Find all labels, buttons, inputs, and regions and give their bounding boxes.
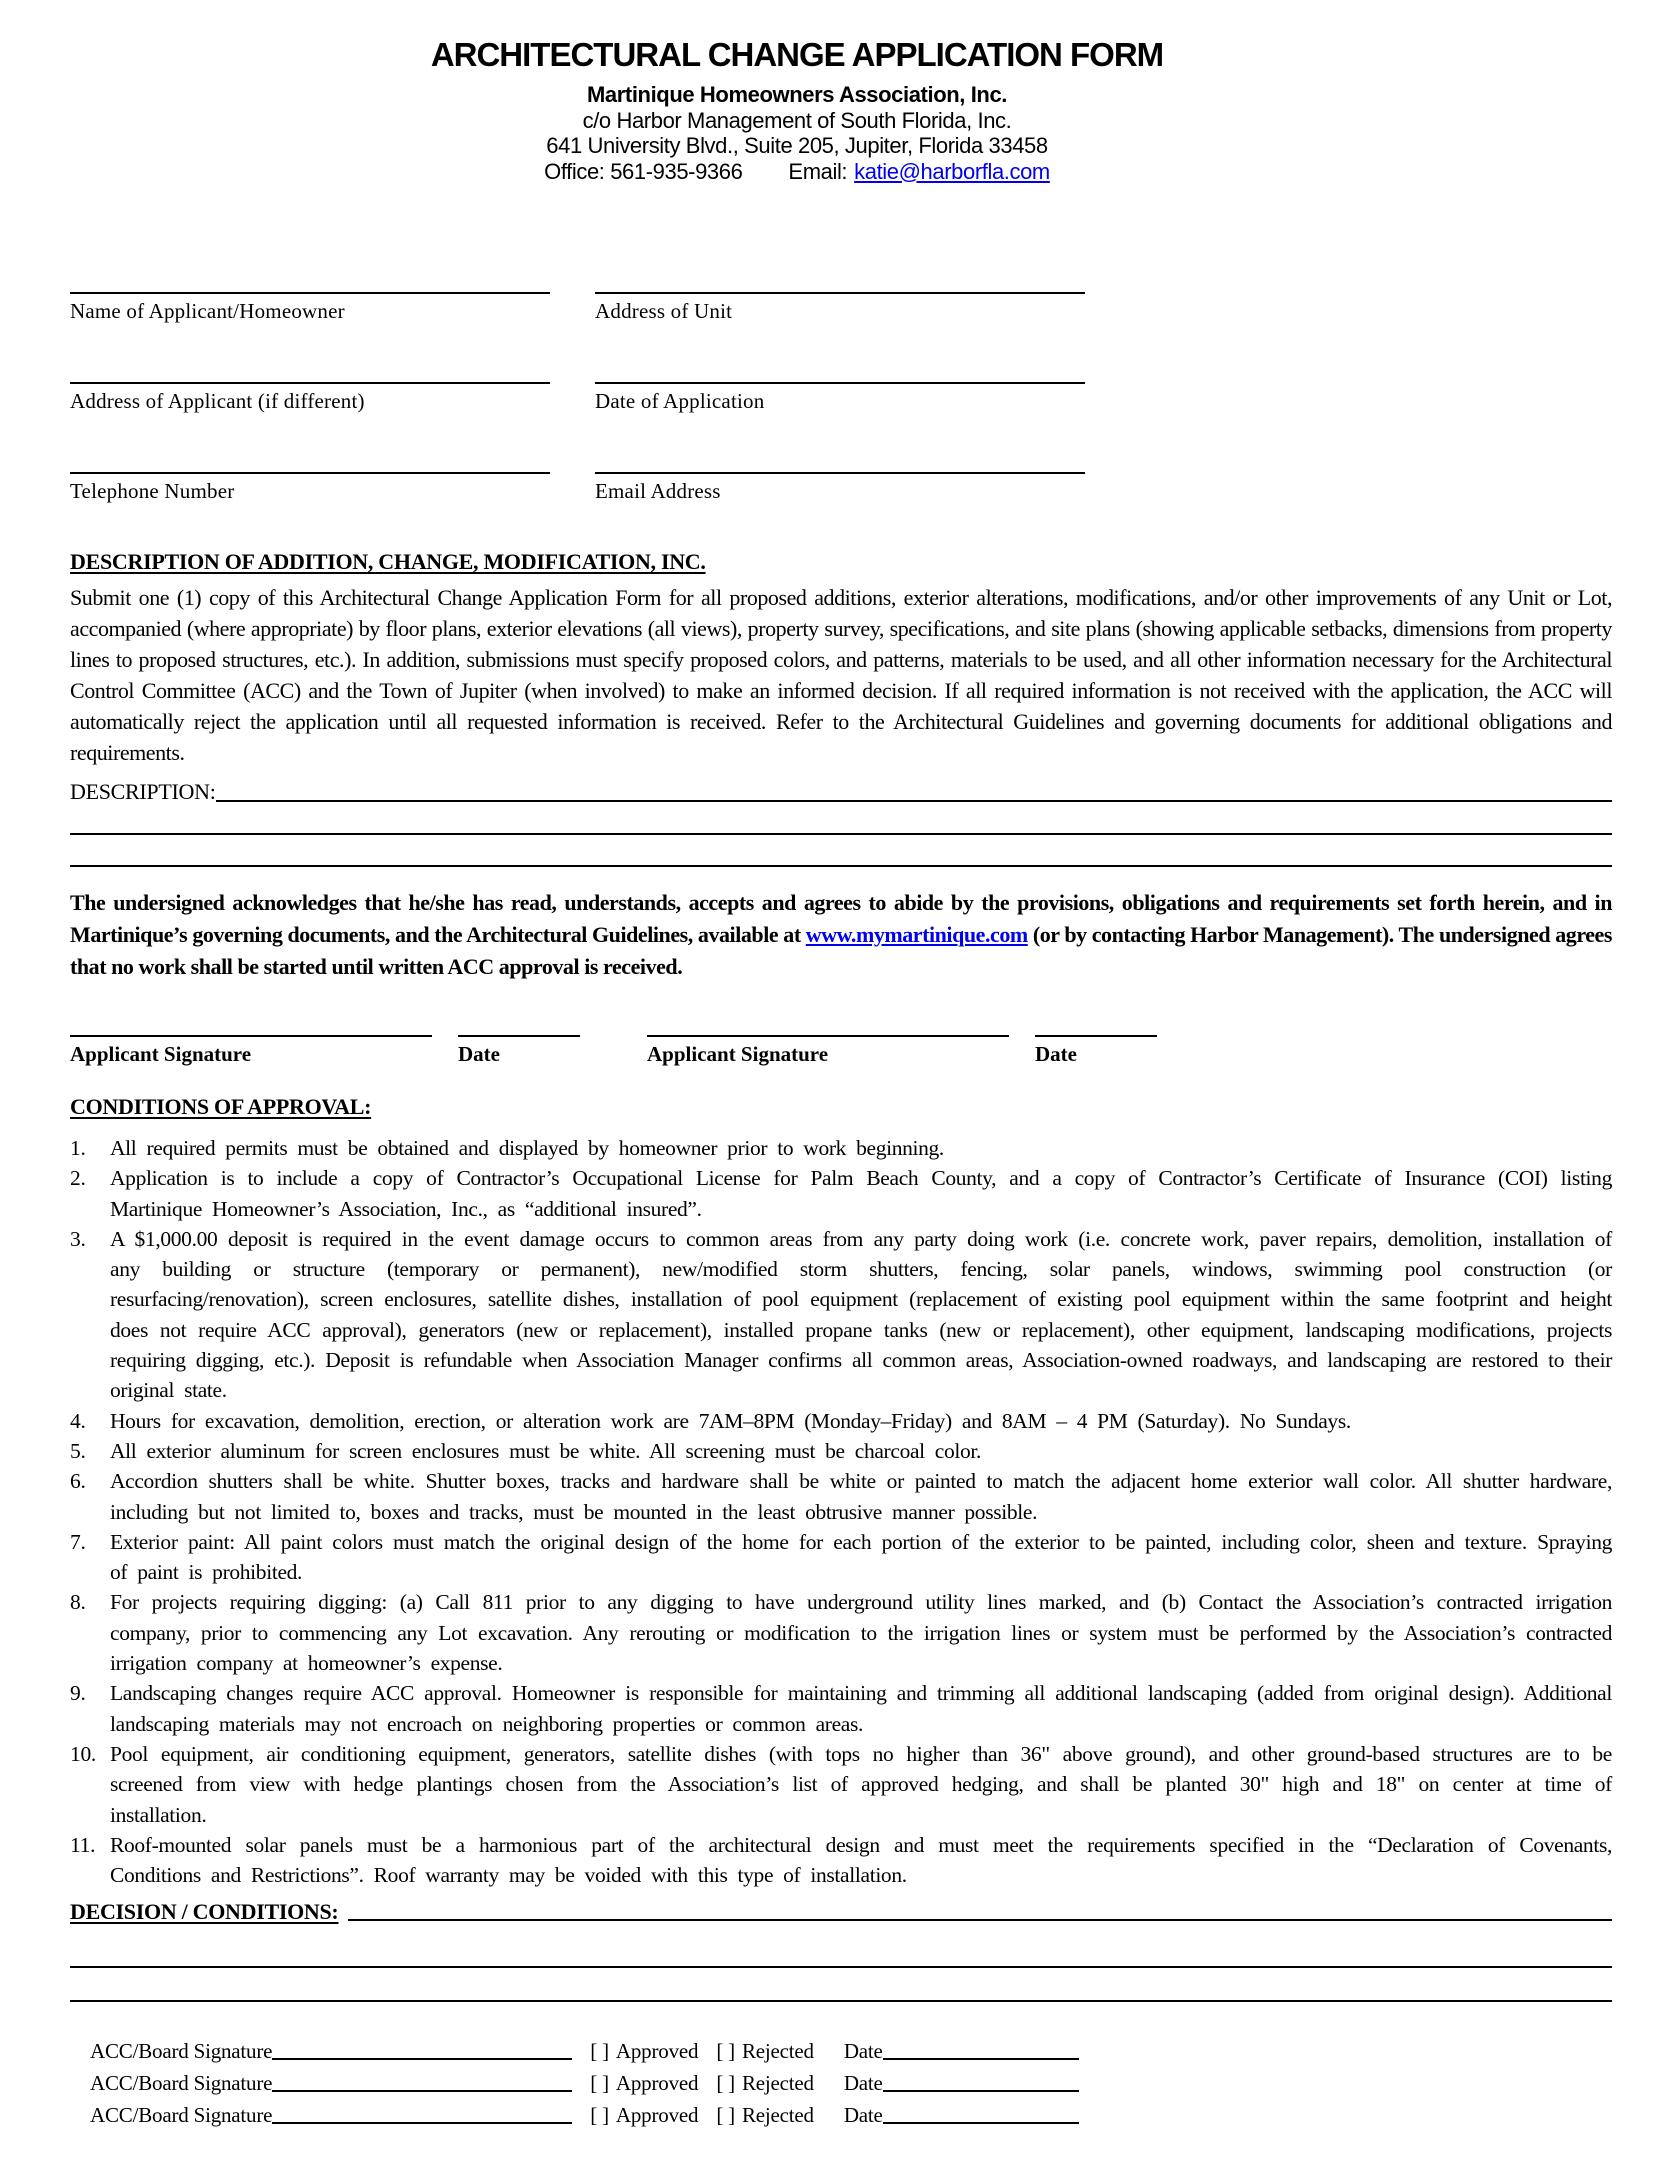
description-line-2[interactable] xyxy=(70,833,1612,835)
email-address-line[interactable] xyxy=(595,458,1085,474)
approved-label-1: Approved xyxy=(615,2039,699,2064)
condition-text: Accordion shutters shall be white. Shutter boxes, tracks and hardware shall be white or painted to match the adjacent home exterior wall color. All shutter hardware, including but not limited to, boxes and tracks, must be mounted in the least obtrusive manner possible. xyxy=(110,1469,1612,1524)
condition-item-5 xyxy=(70,1436,1612,1466)
description-heading: DESCRIPTION OF ADDITION, CHANGE, MODIFICATION, INC. xyxy=(70,549,706,574)
applicant-signature-section xyxy=(70,1025,1612,1067)
approved-checkbox-1[interactable]: [ ] xyxy=(590,2039,609,2064)
acknowledgment-text-after: (or by contacting Harbor Management). The undersigned agrees that no work shall be started until written ACC approval is received. xyxy=(70,922,1612,979)
description-line-1[interactable] xyxy=(216,800,1612,802)
condition-text: All exterior aluminum for screen enclosures must be white. All screening must be charcoal color. xyxy=(110,1438,982,1463)
conditions-section xyxy=(70,1093,1612,1890)
applicant-signature-line-1[interactable] xyxy=(70,1025,432,1037)
condition-item-4 xyxy=(70,1406,1612,1436)
condition-item-10 xyxy=(70,1739,1612,1830)
form-header xyxy=(70,36,1524,184)
condition-item-8 xyxy=(70,1587,1612,1678)
field-email-address xyxy=(595,458,1085,504)
condition-text: Roof-mounted solar panels must be a harmonious part of the architectural design and must meet the requirements specified in the “Declaration of Covenants, Conditions and Restrictions”. Roof warranty may be voided with this type of installation. xyxy=(110,1832,1612,1888)
acc-row-3 xyxy=(90,2096,1612,2128)
approved-label-3: Approved xyxy=(615,2103,699,2128)
condition-item-6 xyxy=(70,1466,1612,1527)
condition-number: 10. xyxy=(70,1741,96,1766)
office-phone: Office: 561-935-9366 xyxy=(544,158,743,184)
field-name-of-applicant xyxy=(70,278,550,324)
condition-text: Hours for excavation, demolition, erection, or alteration work are 7AM–8PM (Monday–Friday) and 8AM – 4 PM (Saturday). No Sundays. xyxy=(110,1408,1351,1433)
field-applicant-address xyxy=(70,368,550,414)
acc-signature-line-2[interactable] xyxy=(272,2090,572,2092)
rejected-checkbox-2[interactable]: [ ] xyxy=(716,2071,735,2096)
care-of-line: c/o Harbor Management of South Florida, Inc. xyxy=(582,107,1012,133)
condition-number: 1. xyxy=(70,1136,86,1160)
association-name: Martinique Homeowners Association, Inc. xyxy=(587,82,1007,107)
signature-group-1 xyxy=(70,1025,582,1067)
condition-text: Pool equipment, air conditioning equipment, generators, satellite dishes (with tops no higher than 36" above ground), and other ground-based structures are to be screened from view with hedge plantings chosen from the Association’s list of approved hedging, and shall be planted 30" high and 18" on center at time of installation. xyxy=(110,1741,1612,1827)
signature-group-2 xyxy=(647,1025,1159,1067)
condition-item-7 xyxy=(70,1527,1612,1588)
decision-line-3[interactable] xyxy=(70,2000,1612,2002)
acc-signature-label-2: ACC/Board Signature xyxy=(90,2071,273,2096)
condition-text: For projects requiring digging: (a) Call 811 prior to any digging to have underground utility lines marked, and (b) Contact the Association’s contracted irrigation company, prior to commencing any Lot excavation. Any rerouting or modification to the irrigation lines or system must be performed by the Association’s contracted irrigation company at homeowner’s expense. xyxy=(110,1590,1612,1676)
condition-item-3 xyxy=(70,1224,1612,1406)
acc-date-label-1: Date xyxy=(843,2039,883,2064)
condition-text: Landscaping changes require ACC approval. Homeowner is responsible for maintaining and trimming all additional landscaping (added from original design). Additional landscaping materials may not encroach on neighboring properties or common areas. xyxy=(110,1681,1612,1736)
applicant-date-line-1[interactable] xyxy=(458,1025,580,1037)
approved-checkbox-3[interactable]: [ ] xyxy=(590,2103,609,2128)
field-telephone-number xyxy=(70,458,550,504)
approved-checkbox-2[interactable]: [ ] xyxy=(590,2071,609,2096)
field-row xyxy=(70,278,1612,324)
applicant-address-line[interactable] xyxy=(70,368,550,384)
acc-signature-label-3: ACC/Board Signature xyxy=(90,2103,273,2128)
rejected-checkbox-1[interactable]: [ ] xyxy=(716,2039,735,2064)
acknowledgment-text-before: The undersigned acknowledges that he/she has read, understands, accepts and agrees to abide by the provisions, obligations and requirements set forth herein, and in Martinique’s governing documents, and the Architectural Guidelines, available at xyxy=(70,890,1612,947)
acc-board-section xyxy=(90,2032,1612,2128)
field-date-of-application xyxy=(595,368,1085,414)
condition-number: 2. xyxy=(70,1166,86,1191)
condition-item-1 xyxy=(70,1133,1612,1163)
condition-item-2 xyxy=(70,1163,1612,1224)
description-label: DESCRIPTION: xyxy=(70,779,216,804)
acc-date-label-2: Date xyxy=(843,2071,883,2096)
martinique-website-link[interactable]: www.mymartinique.com xyxy=(805,922,1028,947)
acc-signature-label-1: ACC/Board Signature xyxy=(90,2039,273,2064)
condition-number: 8. xyxy=(70,1590,86,1615)
acc-date-line-2[interactable] xyxy=(883,2090,1079,2092)
description-entry-row xyxy=(70,776,1612,807)
rejected-label-3: Rejected xyxy=(741,2103,814,2128)
description-section xyxy=(70,548,1612,867)
acknowledgment-paragraph xyxy=(70,887,1612,983)
condition-text: Exterior paint: All paint colors must match the original design of the home for each portion of the exterior to be painted, including color, sheen and texture. Spraying of paint is prohibited. xyxy=(110,1529,1612,1585)
acc-date-line-1[interactable] xyxy=(883,2058,1079,2060)
condition-number: 5. xyxy=(70,1438,86,1463)
telephone-number-label: Telephone Number xyxy=(70,479,235,503)
contact-line xyxy=(70,159,1524,185)
conditions-heading: CONDITIONS OF APPROVAL: xyxy=(70,1094,372,1119)
applicant-signature-label-1: Applicant Signature xyxy=(70,1042,252,1066)
description-instructions: Submit one (1) copy of this Architectural Change Application Form for all proposed additions, exterior alterations, modifications, and/or other improvements of any Unit or Lot, accompanied (where appropriate) by floor plans, exterior elevations (all views), property survey, specifications, and site plans (showing applicable setbacks, dimensions from property lines to proposed structures, etc.). In addition, submissions must specify proposed colors, and patterns, materials to be used, and all other information necessary for the Architectural Control Committee (ACC) and the Town of Jupiter (when involved) to make an informed decision. If all required information is not received with the application, the ACC will automatically reject the application until all requested information is received. Refer to the Architectural Guidelines and governing documents for additional obligations and requirements. xyxy=(70,585,1612,765)
date-label-2: Date xyxy=(1035,1042,1077,1066)
field-row xyxy=(70,458,1612,504)
acc-row-2 xyxy=(90,2064,1612,2096)
date-label-1: Date xyxy=(458,1042,500,1066)
description-line-3[interactable] xyxy=(70,865,1612,867)
applicant-address-label: Address of Applicant (if different) xyxy=(70,389,365,413)
acc-signature-line-1[interactable] xyxy=(272,2058,572,2060)
condition-number: 11. xyxy=(70,1832,96,1857)
field-address-of-unit xyxy=(595,278,1085,324)
name-of-applicant-label: Name of Applicant/Homeowner xyxy=(70,299,345,323)
acc-row-1 xyxy=(90,2032,1612,2064)
condition-number: 6. xyxy=(70,1469,86,1494)
conditions-list xyxy=(70,1133,1612,1890)
condition-item-9 xyxy=(70,1678,1612,1739)
email-link[interactable]: katie@harborfla.com xyxy=(854,158,1050,184)
condition-text: All required permits must be obtained and displayed by homeowner prior to work beginning. xyxy=(110,1136,944,1160)
signature-labels xyxy=(70,1042,582,1067)
acc-date-line-3[interactable] xyxy=(883,2122,1079,2124)
condition-number: 9. xyxy=(70,1681,86,1706)
form-title: ARCHITECTURAL CHANGE APPLICATION FORM xyxy=(430,36,1164,73)
condition-text: A $1,000.00 deposit is required in the event damage occurs to common areas from any party doing work (i.e. concrete work, paver repairs, demolition, installation of any building or structure (temporary or permanent), new/modified storm shutters, fencing, solar panels, windows, swimming pool construction (or resurfacing/renovation), screen enclosures, satellite dishes, installation of pool equipment (replacement of existing pool equipment within the same footprint and height does not require ACC approval), generators (new or replacement), installed propane tanks (new or replacement), other equipment, landscaping modifications, projects requiring digging, etc.). Deposit is refundable when Association Manager confirms all common areas, Association-owned roadways, and landscaping are restored to their original state. xyxy=(110,1226,1612,1403)
address-of-unit-label: Address of Unit xyxy=(595,299,733,323)
applicant-signature-label-2: Applicant Signature xyxy=(647,1042,829,1066)
decision-heading: DECISION / CONDITIONS: xyxy=(70,1899,339,1925)
decision-section xyxy=(70,1892,1612,2002)
date-of-application-label: Date of Application xyxy=(595,389,765,413)
date-of-application-line[interactable] xyxy=(595,368,1085,384)
field-row xyxy=(70,368,1612,414)
email-label: Email: xyxy=(788,158,848,184)
approved-label-2: Approved xyxy=(615,2071,699,2096)
decision-entry-row xyxy=(70,1892,1612,1926)
street-address: 641 University Blvd., Suite 205, Jupiter, Florida 33458 xyxy=(546,133,1048,158)
condition-text: Application is to include a copy of Contractor’s Occupational License for Palm Beach County, and a copy of Contractor’s Certificate of Insurance (COI) listing Martinique Homeowner’s Association, Inc., as “additional insured”. xyxy=(110,1166,1612,1221)
condition-number: 4. xyxy=(70,1408,86,1433)
address-of-unit-line[interactable] xyxy=(595,278,1085,294)
decision-line-1[interactable] xyxy=(348,1919,1612,1921)
acc-signature-line-3[interactable] xyxy=(272,2122,572,2124)
applicant-signature-line-2[interactable] xyxy=(647,1025,1009,1037)
signature-lines xyxy=(647,1025,1159,1037)
name-of-applicant-line[interactable] xyxy=(70,278,550,294)
condition-number: 7. xyxy=(70,1529,86,1554)
telephone-number-line[interactable] xyxy=(70,458,550,474)
acc-date-label-3: Date xyxy=(843,2103,883,2128)
rejected-label-2: Rejected xyxy=(741,2071,814,2096)
condition-item-11 xyxy=(70,1830,1612,1891)
signature-lines xyxy=(70,1025,582,1037)
email-address-label: Email Address xyxy=(595,479,721,503)
condition-number: 3. xyxy=(70,1226,86,1251)
applicant-info-section xyxy=(70,278,1612,504)
signature-labels xyxy=(647,1042,1159,1067)
rejected-label-1: Rejected xyxy=(741,2039,814,2064)
decision-line-2[interactable] xyxy=(70,1966,1612,1968)
rejected-checkbox-3[interactable]: [ ] xyxy=(716,2103,735,2128)
applicant-date-line-2[interactable] xyxy=(1035,1025,1157,1037)
